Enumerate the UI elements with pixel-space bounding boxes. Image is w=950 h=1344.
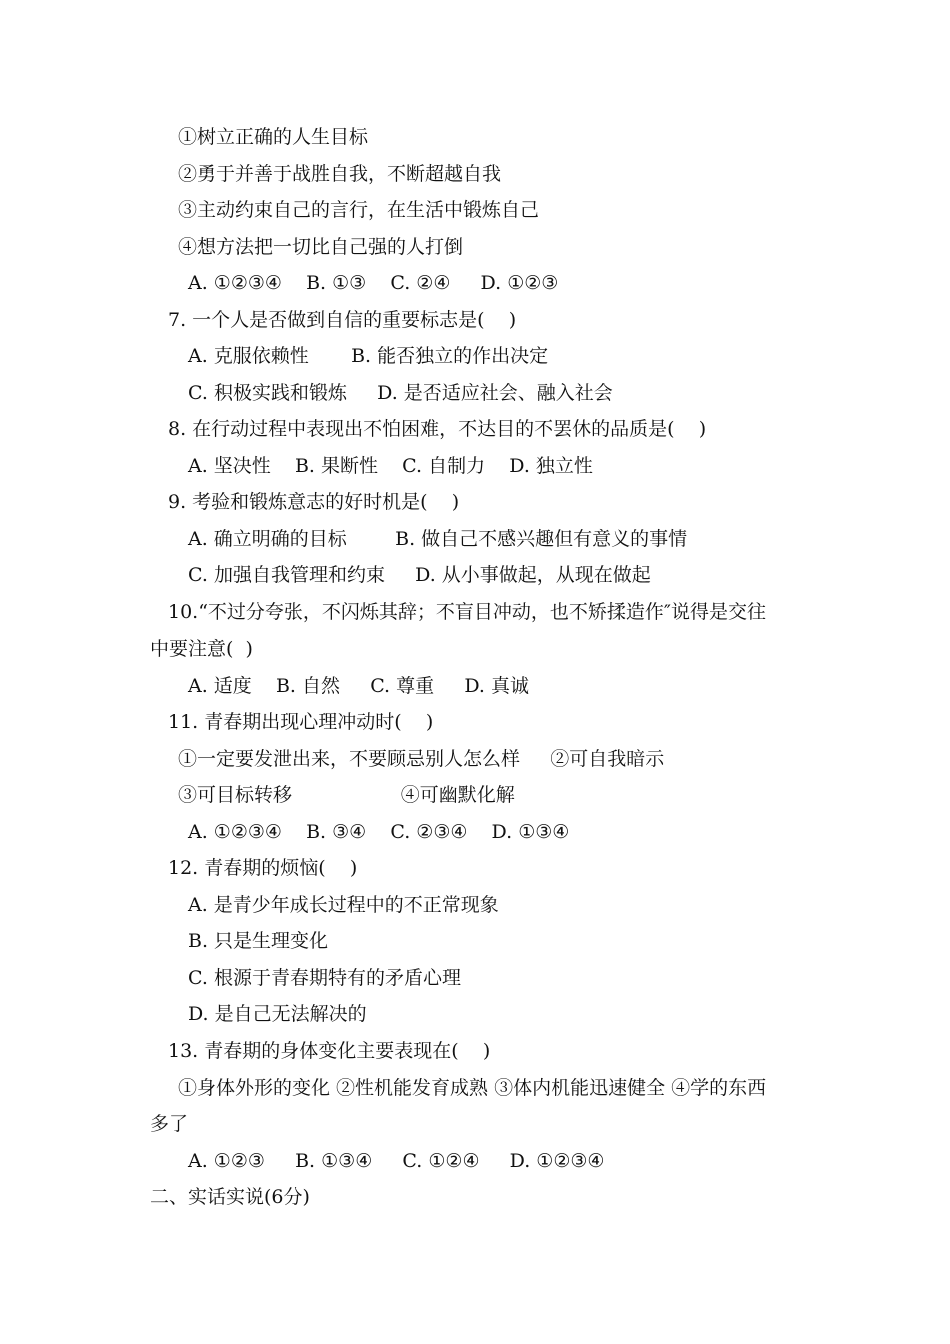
option-statement-q11-b: ③可目标转移 ④可幽默化解: [178, 784, 515, 806]
question-10-continued: 中要注意( ): [150, 638, 253, 660]
question-8: 8. 在行动过程中表现出不怕困难，不达目的不罢休的品质是( ): [168, 418, 707, 440]
answer-choice-q12-d: D. 是自己无法解决的: [188, 1003, 367, 1025]
option-statement-q13: ①身体外形的变化 ②性机能发育成熟 ③体内机能迅速健全 ④学的东西: [178, 1077, 767, 1099]
answer-choice-q12-b: B. 只是生理变化: [188, 930, 329, 952]
answer-choices-q8: A. 坚决性 B. 果断性 C. 自制力 D. 独立性: [188, 455, 593, 477]
answer-choice-q12-c: C. 根源于青春期特有的矛盾心理: [188, 967, 461, 989]
question-13: 13. 青春期的身体变化主要表现在( ): [168, 1040, 491, 1062]
answer-choice-q12-a: A. 是青少年成长过程中的不正常现象: [188, 894, 499, 916]
option-statement-4: ④想方法把一切比自己强的人打倒: [178, 236, 464, 258]
answer-choices-q9-cd: C. 加强自我管理和约束 D. 从小事做起，从现在做起: [188, 564, 651, 586]
option-statement-q11-a: ①一定要发泄出来，不要顾忌别人怎么样 ②可自我暗示: [178, 748, 665, 770]
answer-choices-q13: A. ①②③ B. ①③④ C. ①②④ D. ①②③④: [188, 1150, 605, 1172]
option-statement-q13-continued: 多了: [150, 1113, 189, 1135]
question-9: 9. 考验和锻炼意志的好时机是( ): [168, 491, 460, 513]
answer-choices-q11: A. ①②③④ B. ③④ C. ②③④ D. ①③④: [188, 821, 570, 843]
answer-choices-q9-ab: A. 确立明确的目标 B. 做自己不感兴趣但有意义的事情: [188, 528, 688, 550]
answer-choices-q6: A. ①②③④ B. ①③ C. ②④ D. ①②③: [188, 272, 559, 294]
question-12: 12. 青春期的烦恼( ): [168, 857, 358, 879]
question-11: 11. 青春期出现心理冲动时( ): [168, 711, 434, 733]
question-10: 10.“不过分夸张，不闪烁其辞；不盲目冲动，也不矫揉造作″说得是交往: [168, 601, 767, 623]
option-statement-3: ③主动约束自己的言行，在生活中锻炼自己: [178, 199, 540, 221]
option-statement-2: ②勇于并善于战胜自我，不断超越自我: [178, 163, 502, 185]
answer-choices-q7-cd: C. 积极实践和锻炼 D. 是否适应社会、融入社会: [188, 382, 613, 404]
question-7: 7. 一个人是否做到自信的重要标志是( ): [168, 309, 517, 331]
option-statement-1: ①树立正确的人生目标: [178, 126, 369, 148]
answer-choices-q10: A. 适度 B. 自然 C. 尊重 D. 真诚: [188, 675, 529, 697]
section-heading-2: 二、实话实说(6分): [150, 1186, 310, 1208]
answer-choices-q7-ab: A. 克服依赖性 B. 能否独立的作出决定: [188, 345, 549, 367]
